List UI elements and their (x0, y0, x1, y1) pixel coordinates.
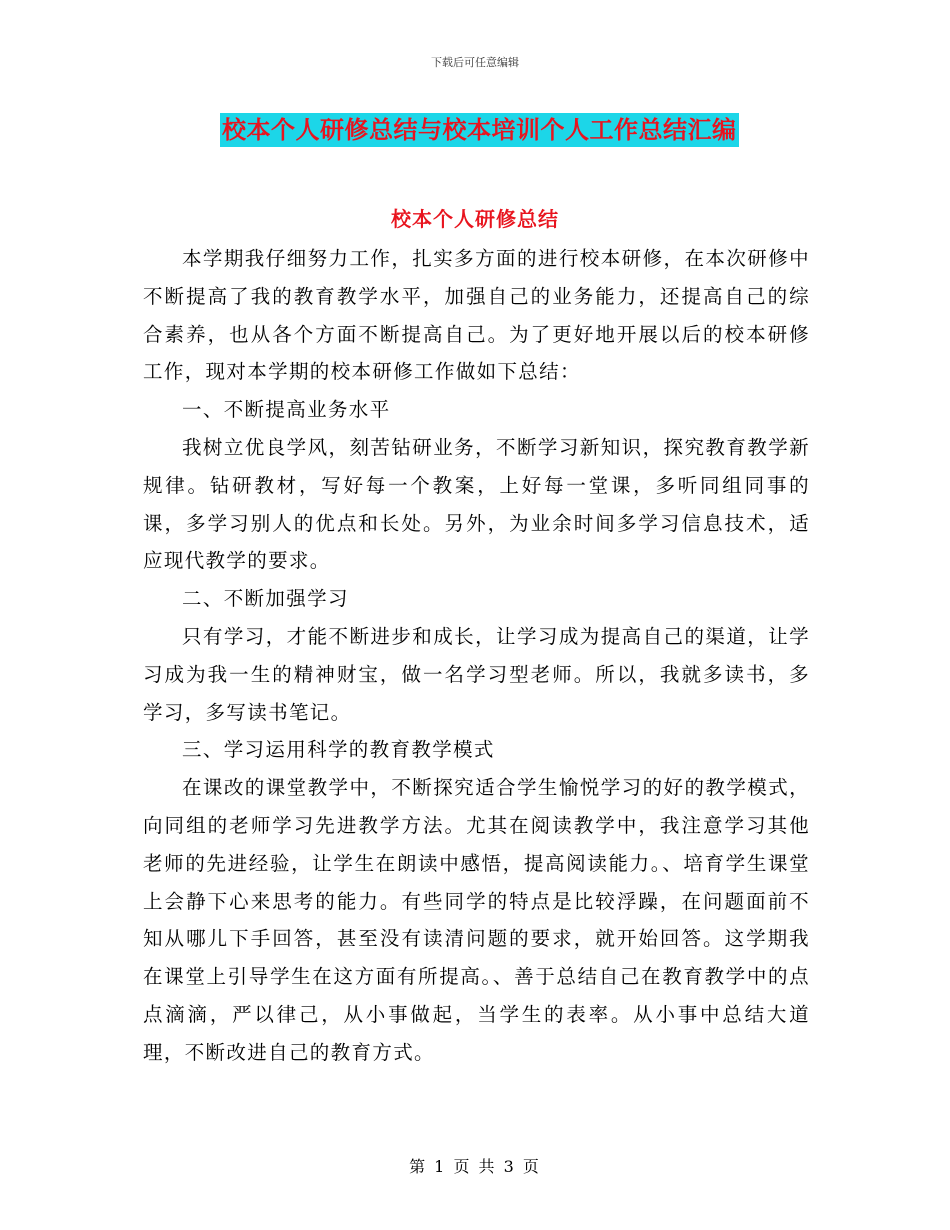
document-body (143, 240, 810, 1072)
header-note: 下载后可任意编辑 (431, 56, 519, 69)
document-title: 校本个人研修总结与校本培训个人工作总结汇编 (220, 113, 739, 147)
heading-2: 二、不断加强学习 (182, 587, 349, 611)
page-footer: 第 1 页 共 3 页 (409, 1157, 541, 1176)
heading-1: 一、不断提高业务水平 (182, 398, 391, 422)
heading-3: 三、学习运用科学的教育教学模式 (182, 738, 495, 762)
paragraph-intro: 本学期我仔细努力工作，扎实多方面的进行校本研修，在本次研修中不断提高了我的教育教学水平，加强自己的业务能力，还提高自己的综合素养，也从各个方面不断提高自己。为了更好地开展以后的校本研修工作，现对本学期的校本研修工作做如下总结： (143, 247, 810, 384)
paragraph-3: 在课改的课堂教学中，不断探究适合学生愉悦学习的好的教学模式，向同组的老师学习先进教学方法。尤其在阅读教学中，我注意学习其他老师的先进经验，让学生在朗读中感悟，提高阅读能力。、培育学生课堂上会静下心来思考的能力。有些同学的特点是比较浮躁，在问题面前不知从哪儿下手回答，甚至没有读清问题的要求，就开始回答。这学期我在课堂上引导学生在这方面有所提高。、善于总结自己在教育教学中的点点滴滴，严以律己，从小事做起，当学生的表率。从小事中总结大道理，不断改进自己的教育方式。 (143, 776, 810, 1064)
paragraph-2: 只有学习，才能不断进步和成长，让学习成为提高自己的渠道，让学习成为我一生的精神财宝，做一名学习型老师。所以，我就多读书，多学习，多写读书笔记。 (143, 624, 810, 724)
paragraph-1: 我树立优良学风，刻苦钻研业务，不断学习新知识，探究教育教学新规律。钻研教材，写好每一个教案，上好每一堂课，多听同组同事的课，多学习别人的优点和长处。另外，为业余时间多学习信息技术，适应现代教学的要求。 (143, 435, 810, 573)
section-title: 校本个人研修总结 (391, 207, 559, 231)
